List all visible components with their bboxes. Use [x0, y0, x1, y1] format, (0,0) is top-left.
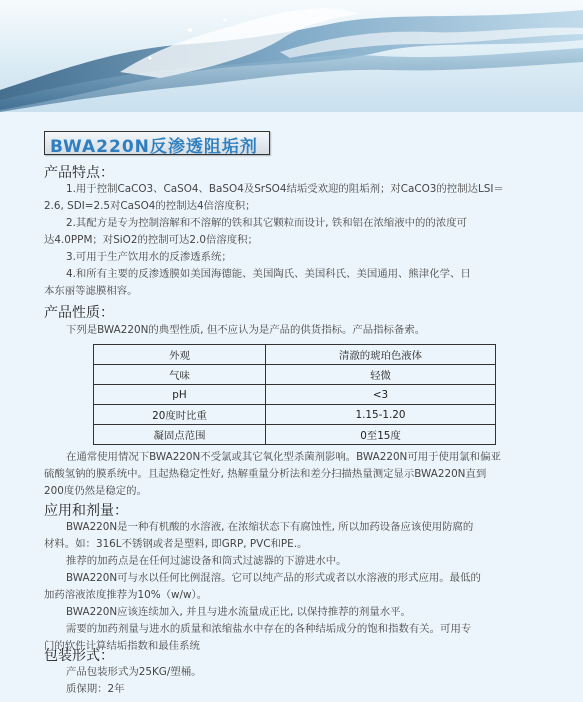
properties-note: 硫酸氢钠的膜系统中。且起热稳定性好, 热解重量分析法和差分扫描热量测定显示BWA220N直到 [44, 468, 487, 480]
features-line: 3.可用于生产饮用水的反渗透系统； [66, 251, 232, 263]
table-cell-value: 0至15度 [266, 425, 496, 445]
application-line: 需要的加药剂量与进水的质量和浓缩盐水中存在的各种结垢成分的饱和指数有关。可用专 [66, 623, 472, 635]
table-row [94, 385, 496, 405]
features-line: 达4.0PPM；对SiO2的控制可达2.0倍溶度积； [44, 234, 258, 246]
application-heading: 应用和剂量： [44, 503, 128, 519]
page-title: BWA220N反渗透阻垢剂 [50, 137, 258, 157]
packaging-line: 质保期：2年 [66, 683, 125, 695]
properties-intro: 下列是BWA220N的典型性质, 但不应认为是产品的供货指标。产品指标备索。 [66, 324, 426, 336]
table-cell-label: pH [94, 385, 266, 405]
properties-note: 在通常使用情况下BWA220N不受氯或其它氧化型杀菌剂影响。BWA220N可用于使用氯和偏亚 [66, 451, 501, 463]
application-line: BWA220N可与水以任何比例混溶。它可以纯产品的形式或者以水溶液的形式应用。最低的 [66, 572, 481, 584]
table-cell-label: 凝固点范围 [94, 425, 266, 445]
properties-table [93, 344, 496, 445]
table-cell-label: 外观 [94, 345, 266, 365]
features-line: 4.和所有主要的反渗透膜如美国海德能、美国陶氏、美国科氏、美国通用、熊津化学、日 [66, 268, 471, 280]
table-cell-value: 清澈的琥珀色液体 [266, 345, 496, 365]
table-row [94, 365, 496, 385]
table-cell-label: 20度时比重 [94, 405, 266, 425]
table-cell-value: <3 [266, 385, 496, 405]
table-row [94, 405, 496, 425]
properties-note: 200度仍然是稳定的。 [44, 485, 147, 497]
application-line: 材料。如：316L不锈钢或者是塑料, 即GRP, PVC和PE.。 [44, 538, 308, 550]
features-line: 本东丽等滤膜相容。 [44, 285, 138, 297]
application-line: BWA220N是一种有机酸的水溶液, 在浓缩状态下有腐蚀性, 所以加药设备应该使用防腐的 [66, 521, 474, 533]
table-cell-value: 轻微 [266, 365, 496, 385]
application-line: BWA220N应该连续加入, 并且与进水流量成正比, 以保持推荐的剂量水平。 [66, 606, 411, 618]
table-row [94, 345, 496, 365]
application-line: 门的软件计算结垢指数和最佳系统 [44, 640, 200, 652]
packaging-heading: 包装形式： [44, 648, 114, 664]
table-row [94, 425, 496, 445]
water-wave-image [0, 0, 583, 112]
features-line: 1.用于控制CaCO3、CaSO4、BaSO4及SrSO4结垢受欢迎的阻垢剂；对CaCO3的控制达LSI＝ [66, 183, 504, 195]
features-line: 2.6, SDI=2.5对CaSO4的控制达4倍溶度积； [44, 200, 256, 212]
application-line: 加药溶液浓度推荐为10%（w/w）。 [44, 589, 208, 601]
table-cell-value: 1.15-1.20 [266, 405, 496, 425]
table-cell-label: 气味 [94, 365, 266, 385]
properties-heading: 产品性质： [44, 305, 114, 321]
features-line: 2.其配方是专为控制溶解和不溶解的铁和其它颗粒而设计, 铁和铝在浓缩液中的的浓度可 [66, 217, 467, 229]
features-heading: 产品特点： [44, 165, 114, 181]
water-splash-banner [0, 0, 583, 112]
application-line: 推荐的加药点是在任何过滤设备和筒式过滤器的下游进水中。 [66, 555, 347, 567]
packaging-line: 产品包装形式为25KG/塑桶。 [66, 666, 202, 678]
